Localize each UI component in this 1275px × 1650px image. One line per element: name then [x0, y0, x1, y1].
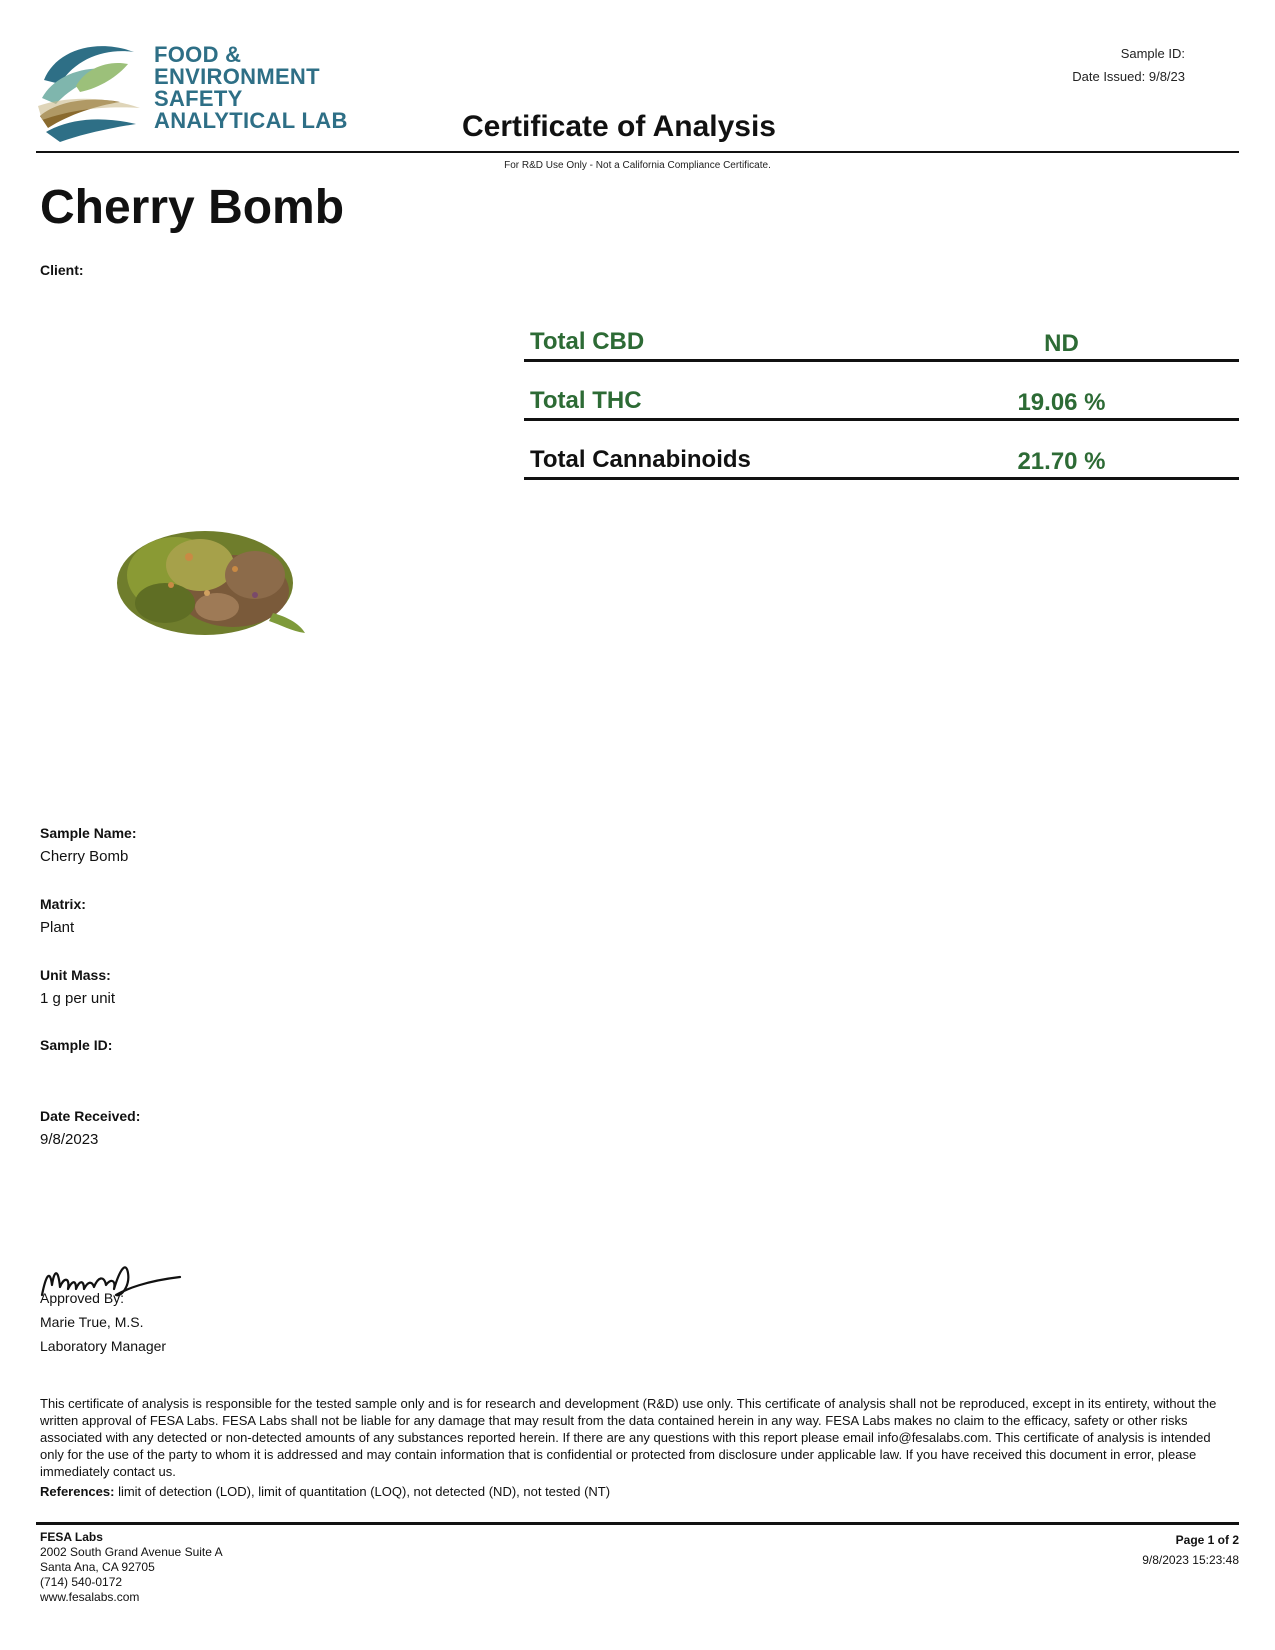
date-issued: Date Issued: 9/8/23 [1072, 69, 1185, 84]
footer-website: www.fesalabs.com [40, 1590, 140, 1604]
document-title: Certificate of Analysis [462, 110, 776, 143]
summary-value: 19.06 % [1017, 389, 1106, 416]
summary-divider [524, 418, 1239, 421]
footer-address-line2: Santa Ana, CA 92705 [40, 1560, 155, 1574]
references [40, 1484, 1235, 1499]
date-received-label: Date Received: [40, 1108, 141, 1124]
summary-label: Total CBD [530, 328, 645, 355]
approved-by-label: Approved By: [40, 1290, 125, 1306]
rd-disclaimer: For R&D Use Only - Not a California Compliance Certificate. [504, 160, 771, 171]
references-text: limit of detection (LOD), limit of quantitation (LOQ), not detected (ND), not tested (NT) [118, 1484, 611, 1499]
approver-role: Laboratory Manager [40, 1338, 167, 1354]
summary-row-total-cbd [524, 304, 1239, 362]
summary-divider [524, 477, 1239, 480]
page-number: Page 1 of 2 [1175, 1533, 1239, 1547]
legal-disclaimer: This certificate of analysis is responsible for the tested sample only and is for research and development (R&D) use only. This certificate of analysis shall not be reproduced, except in its entirety, without the written approval of FESA Labs. FESA Labs shall not be liable for any damage that may result from the data contained herein in any way. FESA Labs makes no claim to the efficacy, safety or other risks associated with any detected or non-detected amounts of any substances reported herein. If there are any questions with this report please email info@fesalabs.com. This certificate of analysis is intended only for the use of the party to whom it is addressed and may contain information that is confidential or protected from disclosure under applicable law. If you have received this document in error, please immediately contact us. [40, 1396, 1217, 1479]
footer-address [40, 1530, 223, 1605]
lab-logo-icon [36, 36, 141, 144]
summary-row-total-thc [524, 363, 1239, 421]
date-received-value: 9/8/2023 [40, 1131, 99, 1148]
footer-company: FESA Labs [40, 1530, 103, 1544]
lab-name: FOOD & ENVIRONMENT SAFETY ANALYTICAL LAB [154, 42, 348, 133]
header-sample-id: Sample ID: [1120, 46, 1185, 61]
product-image [105, 495, 315, 665]
footer-divider [36, 1522, 1239, 1525]
sample-name-value: Cherry Bomb [40, 848, 129, 865]
unit-mass-label: Unit Mass: [40, 967, 111, 983]
unit-mass-value: 1 g per unit [40, 990, 116, 1007]
product-title: Cherry Bomb [40, 181, 345, 234]
summary-label: Total Cannabinoids [530, 446, 751, 473]
matrix-label: Matrix: [40, 896, 86, 912]
summary-row-total-cannabinoids [524, 422, 1239, 480]
header-divider [36, 151, 1239, 153]
footer-timestamp: 9/8/2023 15:23:48 [1142, 1553, 1239, 1567]
references-label: References: [40, 1484, 115, 1499]
matrix-value: Plant [40, 919, 75, 936]
sample-name-label: Sample Name: [40, 825, 137, 841]
footer-page-info [1142, 1530, 1239, 1570]
header-meta [1072, 42, 1185, 88]
client-label: Client: [40, 262, 84, 278]
summary-label: Total THC [530, 387, 642, 414]
summary-value: ND [1044, 330, 1079, 357]
summary-value: 21.70 % [1017, 448, 1106, 475]
approver-name: Marie True, M.S. [40, 1314, 144, 1330]
sample-id-label: Sample ID: [40, 1037, 113, 1053]
footer-phone: (714) 540-0172 [40, 1575, 123, 1589]
summary-divider [524, 359, 1239, 362]
footer-address-line1: 2002 South Grand Avenue Suite A [40, 1545, 223, 1559]
